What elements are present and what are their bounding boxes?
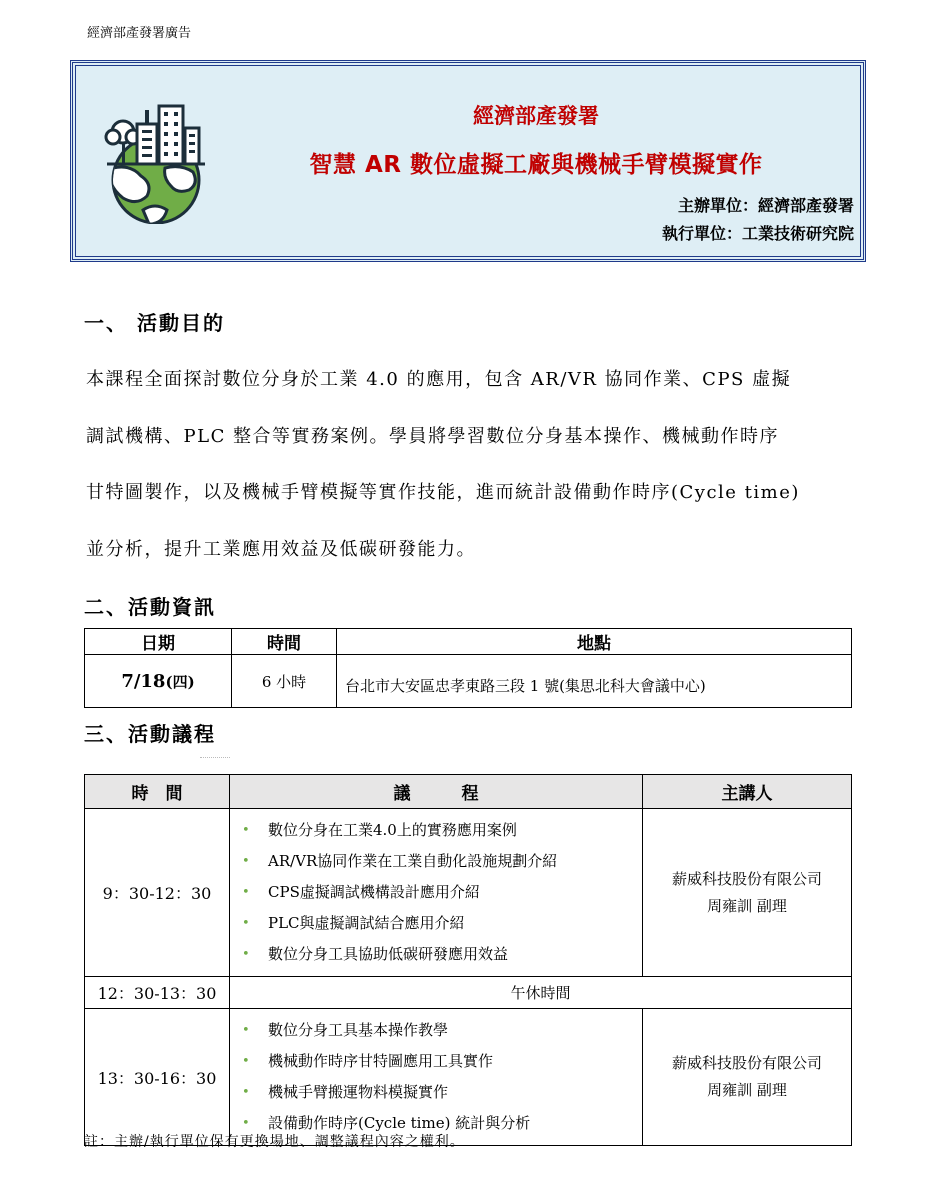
list-item	[242, 877, 642, 908]
footnote: 註：主辦/執行單位保有更換場地、調整議程內容之權利。	[84, 1134, 465, 1150]
bullet-icon: •	[242, 1085, 250, 1100]
list-item	[242, 846, 642, 877]
info-weekday: (四)	[165, 672, 195, 691]
agenda-item-text: 機械動作時序甘特圖應用工具實作	[268, 1052, 494, 1070]
city-globe-icon	[93, 98, 219, 224]
bullet-icon: •	[242, 947, 250, 962]
banner-host-unit: 主辦單位：經濟部產發署	[677, 196, 854, 215]
agenda-item-text: 設備動作時序(Cycle time) 統計與分析	[268, 1114, 531, 1132]
banner-exec-unit: 執行單位：工業技術研究院	[661, 224, 854, 243]
divider	[200, 757, 230, 762]
agenda-item-text: 數位分身工具協助低碳研發應用效益	[268, 945, 509, 963]
purpose-paragraph-line: 並分析，提升工業應用效益及低碳研發能力。	[86, 539, 476, 560]
event-info-table	[84, 628, 852, 708]
banner-frame	[75, 65, 861, 257]
list-item	[242, 1015, 642, 1046]
session-speaker	[643, 1009, 852, 1146]
agenda-header-agenda: 議 程	[230, 775, 643, 809]
session-items	[230, 1009, 643, 1146]
bullet-icon: •	[242, 1023, 250, 1038]
page-header: 經濟部產發署廣告	[87, 26, 192, 41]
agenda-header-time: 時 間	[85, 775, 230, 809]
info-header-time: 時間	[232, 629, 337, 655]
list-item	[242, 908, 642, 939]
agenda-table	[84, 774, 852, 1146]
info-duration: 6 小時	[232, 655, 337, 708]
bullet-icon: •	[242, 885, 250, 900]
table-header-row	[85, 629, 852, 655]
table-header-row	[85, 775, 852, 809]
speaker-name: 周雍訓 副理	[707, 896, 787, 915]
agenda-header-speaker: 主講人	[643, 775, 852, 809]
list-item	[242, 1077, 642, 1108]
list-item	[242, 1046, 642, 1077]
session-speaker	[643, 809, 852, 977]
agenda-item-text: AR/VR協同作業在工業自動化設施規劃介紹	[268, 852, 558, 870]
bullet-icon: •	[242, 916, 250, 931]
list-item	[242, 939, 642, 970]
speaker-org: 薪威科技股份有限公司	[671, 869, 822, 888]
bullet-icon: •	[242, 823, 250, 838]
purpose-paragraph-line: 本課程全面探討數位分身於工業 4.0 的應用，包含 AR/VR 協同作業、CPS 虛擬	[86, 369, 792, 390]
agenda-item-text: PLC與虛擬調試結合應用介紹	[268, 914, 465, 932]
bullet-icon: •	[242, 1116, 250, 1131]
course-banner	[70, 60, 866, 262]
section-heading-agenda: 三、活動議程	[84, 722, 216, 746]
banner-course-title: 智慧 AR 數位虛擬工廠與機械手臂模擬實作	[309, 152, 763, 178]
purpose-paragraph-line: 甘特圖製作，以及機械手臂模擬等實作技能，進而統計設備動作時序(Cycle time)	[86, 482, 800, 503]
session-time: 13：30-16：30	[85, 1009, 230, 1146]
info-date-cell	[85, 655, 232, 708]
agenda-item-text: 數位分身在工業4.0上的實務應用案例	[268, 821, 517, 839]
session-time: 12：30-13：30	[85, 977, 230, 1009]
speaker-org: 薪威科技股份有限公司	[671, 1054, 822, 1072]
bullet-icon: •	[242, 1054, 250, 1069]
info-header-date: 日期	[85, 629, 232, 655]
agenda-item-text: 數位分身工具基本操作教學	[268, 1021, 449, 1039]
purpose-paragraph-line: 調試機構、PLC 整合等實務案例。學員將學習數位分身基本操作、機械動作時序	[86, 426, 780, 447]
table-row	[85, 655, 852, 708]
table-row	[85, 1009, 852, 1146]
info-header-place: 地點	[337, 629, 852, 655]
list-item	[242, 815, 642, 846]
table-row	[85, 809, 852, 977]
session-time: 9：30-12：30	[85, 809, 230, 977]
lunch-break: 午休時間	[230, 977, 852, 1009]
agenda-item-text: CPS虛擬調試機構設計應用介紹	[268, 883, 480, 901]
session-items	[230, 809, 643, 977]
agenda-item-text: 機械手臂搬運物料模擬實作	[268, 1083, 449, 1101]
section-heading-purpose: 一、 活動目的	[84, 311, 225, 335]
table-row	[85, 977, 852, 1009]
bullet-icon: •	[242, 854, 250, 869]
speaker-name: 周雍訓 副理	[707, 1081, 787, 1099]
banner-organizer-title: 經濟部產發署	[473, 104, 599, 128]
section-heading-info: 二、活動資訊	[84, 595, 216, 619]
info-date: 7/18	[121, 670, 166, 692]
info-place: 台北市大安區忠孝東路三段 1 號(集思北科大會議中心)	[337, 655, 852, 708]
